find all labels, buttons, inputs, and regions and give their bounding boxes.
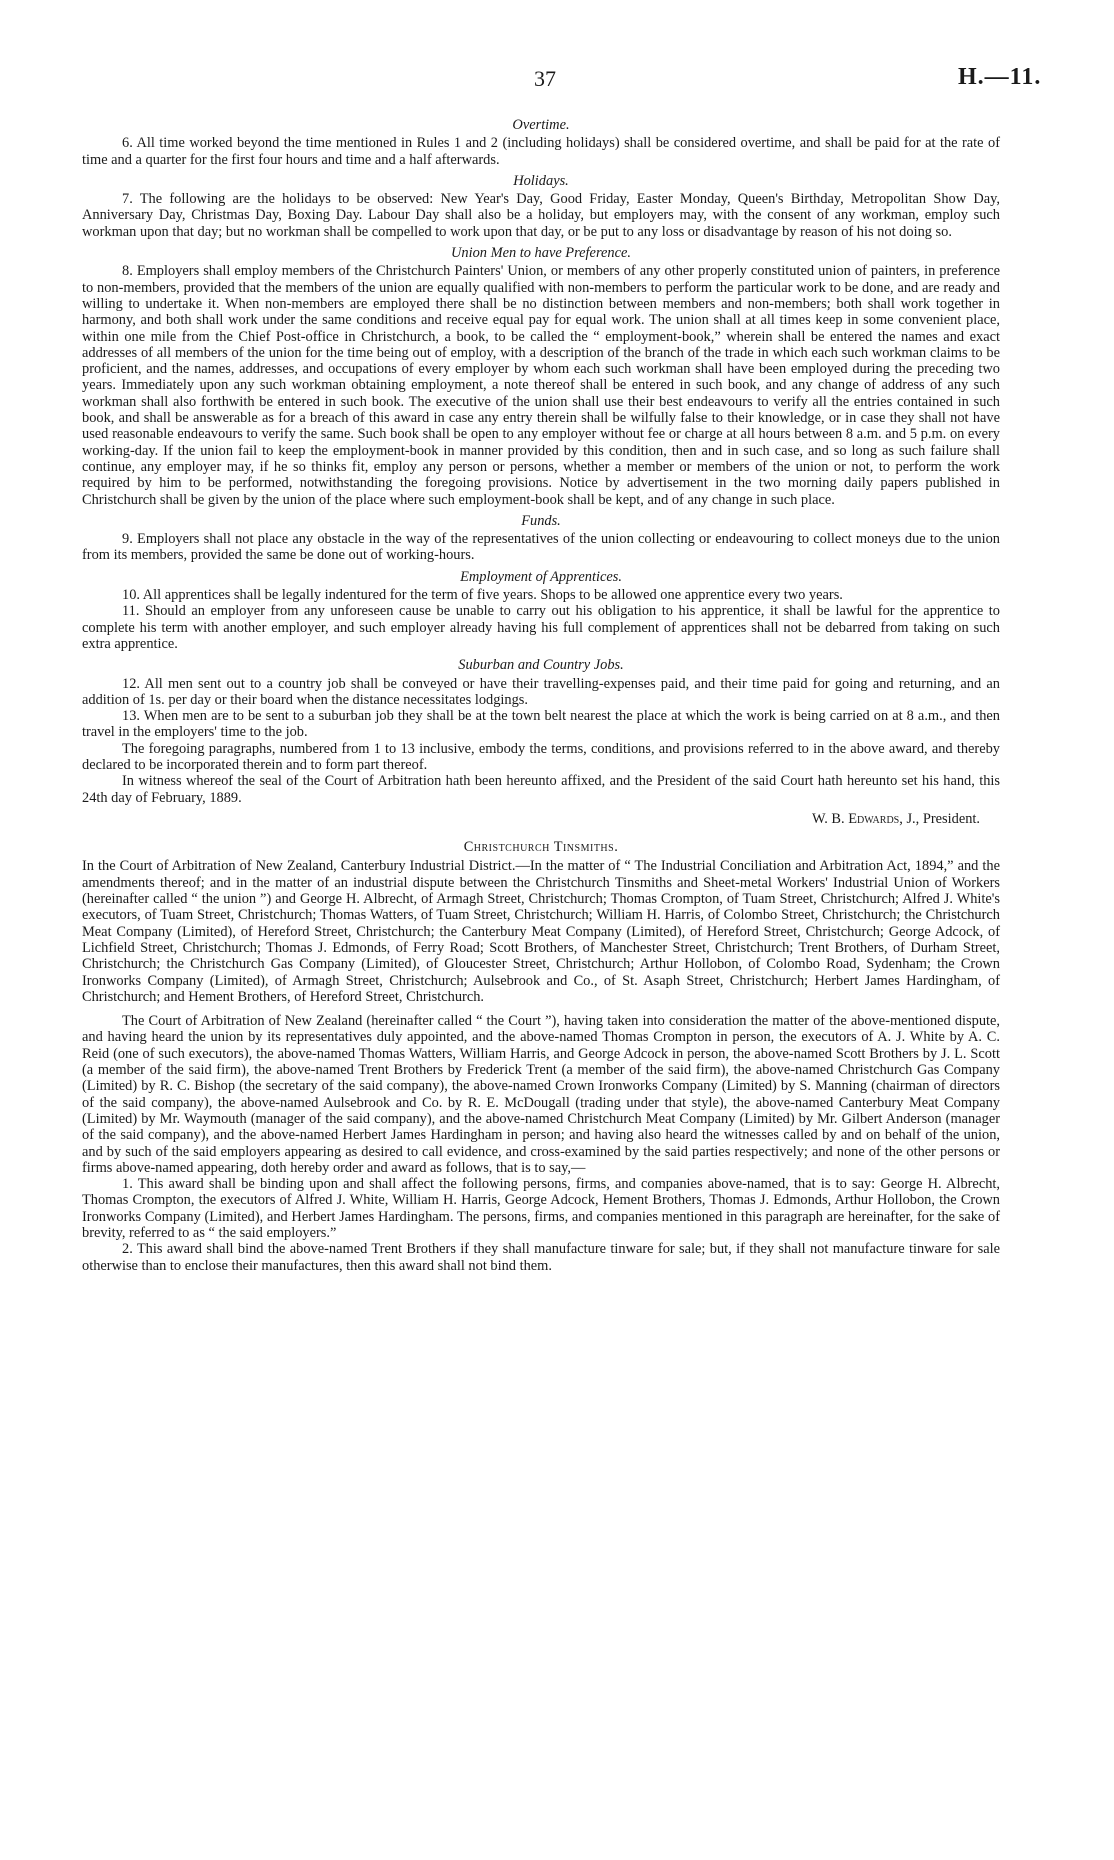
section-heading-holidays: Holidays. [513,172,569,189]
clause-7: 7. The following are the holidays to be observed: New Year's Day, Good Friday, Easter Monday, Queen's Birthday, Metropolitan Show Day, Anniversary Day, Christmas Day, Boxing Day. Labour Day shall also be a holiday, but employers may, with the consent of any workman, employ such workman upon that day; but no workman shall be compelled to work upon that day, or be put to any loss or disadvantage by reason of his not doing so. [82,191,1000,240]
clause-9: 9. Employers shall not place any obstacle in the way of the representatives of the union collecting or endeavouring to collect moneys due to the union from its members, provided the same be done out of working-hours. [82,531,1000,564]
clause-8: 8. Employers shall employ members of the Christchurch Painters' Union, or members of any other properly constituted union of painters, in preference to non-members, provided that the members of the union are equally qualified with non-members to perform the particular work to be done, and are ready and willing to undertake it. When non-members are employed there shall be no distinction between members and non-members; both shall work together in harmony, and both shall work under the same conditions and receive equal pay for equal work. The union shall at all times keep in some convenient place, within one mile from the Chief Post-office in Christchurch, a book, to be called the “ employment-book,” wherein shall be entered the names and exact addresses of all members of the union for the time being out of employ, with a description of the branch of the trade in which each such workman claims to be proficient, and the names, addresses, and occupations of every employer by whom each such workman shall have been employed during the preceding two years. Immediately upon any such workman obtaining employment, a note thereof shall be entered in such book, and any change of address of any such workman shall also forthwith be entered in such book. The executive of the union shall use their best endeavours to verify all the entries contained in such book, and shall be answerable as for a breach of this award in case any entry therein shall be wilfully false to their knowledge, or in case they shall not have used reasonable endeavours to verify the same. Such book shall be open to any employer without fee or charge at all hours between 8 a.m. and 5 p.m. on every working-day. If the union fail to keep the employment-book in manner provided by this condition, then and in such case, and so long as such failure shall continue, any employer may, if he so thinks fit, employ any person or persons, whether a member or members of the union or not, to perform the work required by him to be performed, notwithstanding the foregoing provisions. Notice by advertisement in the two morning daily papers published in Christchurch shall be given by the union of the place where such employment-book shall be kept, and of any change in such place. [82,263,1000,508]
court-matter-paragraph: In the Court of Arbitration of New Zealand, Canterbury Industrial District.—In the matter of “ The Industrial Conciliation and Arbitration Act, 1894,” and the amendments thereof; and in the matter of an industrial dispute between the Christchurch Tinsmiths and Sheet-metal Workers' Industrial Union of Workers (hereinafter called “ the union ”) and George H. Albrecht, of Armagh Street, Christchurch; Thomas Crompton, of Tuam Street, Christchurch; Alfred J. White's executors, of Tuam Street, Christchurch; Thomas Watters, of Tuam Street, Christchurch; William H. Harris, of Colombo Street, Christchurch; the Christchurch Meat Company (Limited), of Hereford Street, Christchurch; the Canterbury Meat Company (Limited), of Hereford Street, Christchurch; George Adcock, of Lichfield Street, Christchurch; Thomas J. Edmonds, of Ferry Road; Scott Brothers, of Manchester Street, Christchurch; Trent Brothers, of Durham Street, Christchurch; the Christchurch Gas Company (Limited), of Gloucester Street, Christchurch; Arthur Hollobon, of Colombo Road, Sydenham; the Crown Ironworks Company (Limited), of Armagh Street, Christchurch; Aulsebrook and Co., of St. Asaph Street, Christchurch; Herbert James Hardingham, of Christchurch; and Hement Brothers, of Hereford Street, Christchurch. [82,858,1000,1005]
page-number: 37 [534,66,556,91]
page-header [0,66,1114,96]
signature-title: , J., President. [899,810,980,827]
document-reference: H.—11. [958,64,1042,90]
clause-11: 11. Should an employer from any unforeseen cause be unable to carry out his obligation to his apprentice, it shall be lawful for the apprentice to complete his term with another employer, and such employer already having his full complement of apprentices shall not be debarred from taking on such extra apprentice. [82,603,1000,652]
section-heading-apprentices: Employment of Apprentices. [460,568,622,585]
signature-surname: Edwards [848,810,900,827]
president-signature [82,811,980,827]
section-heading-suburban-country: Suburban and Country Jobs. [458,657,624,674]
award-clause-1: 1. This award shall be binding upon and shall affect the following persons, firms, and companies above-named, that is to say: George H. Albrecht, Thomas Crompton, the executors of Alfred J. White, William H. Harris, George Adcock, Hement Brothers, Thomas J. Edmonds, Arthur Hollobon, the Crown Ironworks Company (Limited), and Herbert James Hardingham. The persons, firms, and companies mentioned in this paragraph are hereinafter, for the sake of brevity, referred to as “ the said employers.” [82,1176,1000,1241]
foregoing-paragraph: The foregoing paragraphs, numbered from 1 to 13 inclusive, embody the terms, conditions, and provisions referred to in the above award, and thereby declared to be incorporated therein and to form part thereof. [82,740,1000,773]
section-heading-tinsmiths: Christchurch Tinsmiths. [463,839,619,856]
section-heading-union-preference: Union Men to have Preference. [451,245,631,262]
page-body [82,112,1000,1274]
clause-12: 12. All men sent out to a country job shall be conveyed or have their travelling-expenses paid, and their time paid for going and returning, and an addition of 1s. per day or their board when the distance necessitates lodgings. [82,675,1000,708]
clause-10: 10. All apprentices shall be legally indentured for the term of five years. Shops to be allowed one apprentice every two years. [122,587,843,604]
clause-13: 13. When men are to be sent to a suburban job they shall be at the town belt nearest the place at which the work is being carried on at 8 a.m., and then travel in the employers' time to the job. [82,708,1000,741]
award-clause-2: 2. This award shall bind the above-named Trent Brothers if they shall manufacture tinware for sale; but, if they shall not manufacture tinware for sale otherwise than to enclose their manufactures, then this award shall not bind them. [82,1241,1000,1274]
clause-6: 6. All time worked beyond the time mentioned in Rules 1 and 2 (including holidays) shall be considered overtime, and shall be paid for at the rate of time and a quarter for the first four hours and time and a half afterwards. [82,135,1000,168]
witness-paragraph: In witness whereof the seal of the Court of Arbitration hath been hereunto affixed, and the President of the said Court hath hereunto set his hand, this 24th day of February, 1889. [82,773,1000,806]
section-heading-funds: Funds. [521,512,561,529]
signature-prefix: W. B. [811,810,849,827]
section-heading-overtime: Overtime. [512,117,570,133]
court-intro-paragraph: The Court of Arbitration of New Zealand (hereinafter called “ the Court ”), having taken into consideration the matter of the above-mentioned dispute, and having heard the union by its representatives duly appointed, and the above-named Thomas Crompton in person, the executors of A. J. White by A. C. Reid (one of such executors), the above-named Thomas Watters, William Harris, and George Adcock in person, the above-named Scott Brothers by J. L. Scott (a member of the said firm), the above-named Trent Brothers by Frederick Trent (a member of the said firm), the above-named Christchurch Gas Company (Limited) by R. C. Bishop (the secretary of the said company), the above-named Crown Ironworks Company (Limited) by S. Manning (chairman of directors of the said company), the above-named Aulsebrook and Co. by R. E. McDougall (trading under that style), the above-named Canterbury Meat Company (Limited) by Mr. Waymouth (manager of the said company), and the above-named Christchurch Meat Company (Limited) by Mr. Gilbert Anderson (manager of the said company), and the above-named Herbert James Hardingham in person; and having also heard the witnesses called by and on behalf of the union, and by such of the said employers appearing as desired to call evidence, and cross-examined by the said parties respectively; and none of the other persons or firms above-named appearing, doth hereby order and award as follows, that is to say,— [82,1013,1000,1176]
